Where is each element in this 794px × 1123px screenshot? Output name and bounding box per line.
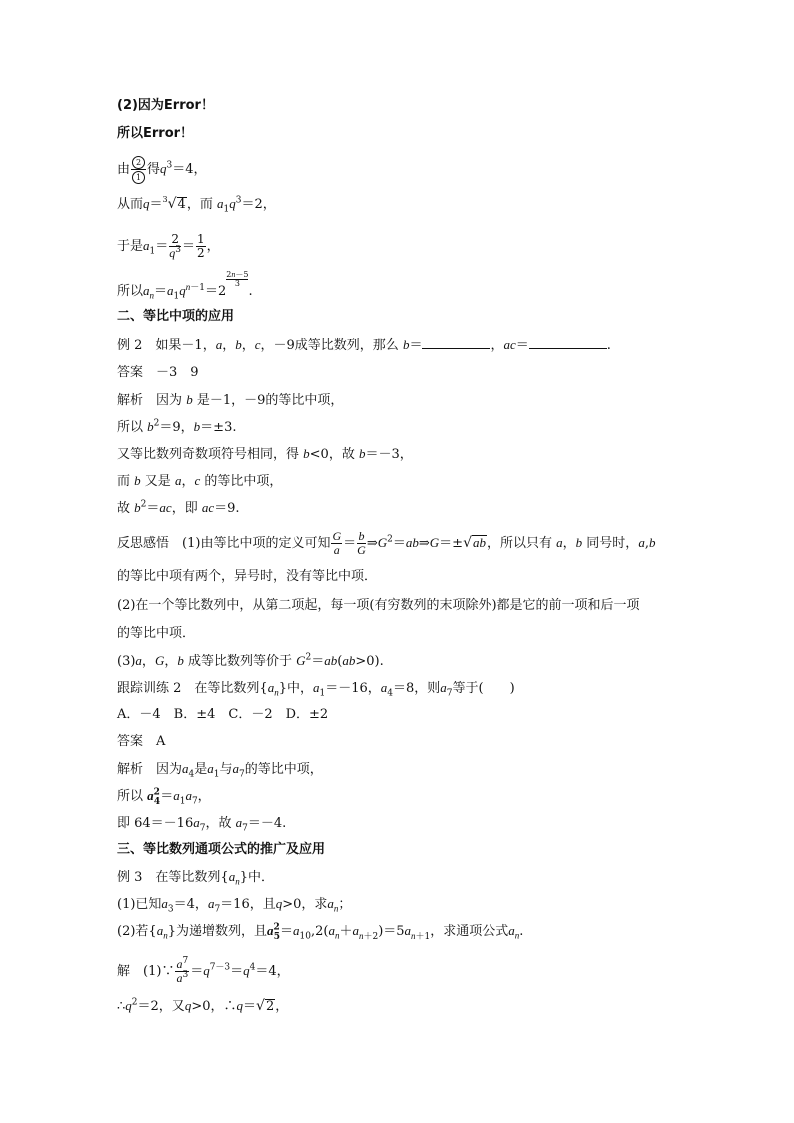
line-1: (2)因为Error！ <box>117 98 214 113</box>
line-6: 所以$a_n=a_1q^{n-1}=2$ $\frac{2n-5}{3}$ . <box>117 270 253 302</box>
reflection-line-2: (2)在一个等比数列中，从第二项起，每一项(有穷数列的末项除外)都是它的前一项和后一项 <box>117 598 640 613</box>
answer-tracking <box>117 733 165 751</box>
example-3-label: 例 3 <box>117 870 143 885</box>
solution-2-text: 因为 <box>156 393 183 408</box>
answer-tracking-label: 答案 <box>117 734 144 749</box>
solution-3-line-2-text-b: ，又 <box>158 999 185 1014</box>
solution-2-line-5: 故 $b^2=ac$，即 ac＝9. <box>117 499 240 516</box>
example-3-part-1-text-c: ，求 <box>301 897 328 912</box>
line-3: 由 $\frac{2}{1}$ 得$q^3=4$， <box>117 155 207 184</box>
tracking-label: 跟踪训练 2 <box>117 681 182 696</box>
line-4: 从而q＝$^3$√4，而 $a_1q^3=2$， <box>117 195 276 215</box>
reflection-line-1-cont: 的等比中项有两个，异号时，没有等比中项． <box>117 569 378 584</box>
reflection-text: (1)由等比中项的定义可知 <box>182 536 331 551</box>
fraction-b-over-g: $\frac{b}{G}$ <box>357 529 366 557</box>
example-2-text: 如果－1， <box>155 338 216 353</box>
example-3-text-b: }中． <box>239 870 274 885</box>
solution-2-text-b: 是－1，－9的等比中项， <box>196 393 344 408</box>
solution-t-line-3: 即 $64=-16a_7$，故 $a_7=-4$. <box>117 815 287 834</box>
reflection-line-2-cont: 的等比中项． <box>117 626 196 641</box>
line-3-text: 由 <box>117 162 131 177</box>
solution-t-line-2: 所以 $a^2_4=a_1a_7$， <box>117 787 211 807</box>
solution-3-text: (1)∵ <box>143 964 175 979</box>
solution-2-line-4-text-c: 的等比中项， <box>204 474 283 489</box>
solution-t-line-1: 解析 因为$a_4$是$a_1$与$a_7$的等比中项， <box>117 761 323 780</box>
solution-3-line-2-text: ∴ <box>117 999 126 1014</box>
reflection-line-3: (3)a，G，b 成等比数列等价于 $G^2=ab(ab>0)$. <box>117 652 384 669</box>
solution-t-text-c: 与 <box>219 762 233 777</box>
example-3: 例 3 在等比数列$\{a_n\}$中． <box>117 869 274 887</box>
solution-2-line-2-text: 所以 <box>117 420 144 435</box>
fraction-2-over-q3: $\frac{2}{q^3}$ <box>169 232 181 260</box>
solution-2-line-3-text: 又等比数列奇数项符号相同，得 <box>117 447 300 462</box>
solution-3-line-1: 解 (1)∵ $\frac{a^7}{a^3}$ $=q^{7-3}=q^4=4$， <box>117 956 290 985</box>
tracking-text-d: 等于( ) <box>452 681 515 696</box>
solution-t-line-3-text-b: ，故 <box>205 816 232 831</box>
line-4-text: 从而 <box>117 197 144 212</box>
example-3-part-1-text: (1)已知 <box>117 897 162 912</box>
solution-2-line-4-text: 而 <box>117 474 131 489</box>
solution-3-label: 解 <box>117 964 131 979</box>
answer-2 <box>117 364 199 382</box>
example-3-text: 在等比数列{ <box>155 870 229 885</box>
tracking-text: 在等比数列{ <box>194 681 268 696</box>
example-2-text-b: 成等比数列，那么 <box>294 338 399 353</box>
reflection-line-3-text: 成等比数列等价于 <box>187 654 292 669</box>
exponent-fraction: $\frac{2n-5}{3}$ <box>226 270 249 288</box>
solution-2-line-3-text-b: ，故 <box>328 447 355 462</box>
solution-t-line-2-text: 所以 <box>117 789 144 804</box>
answer-label: 答案 <box>117 365 144 380</box>
solution-label: 解析 <box>117 393 144 408</box>
solution-2-line-2: 所以 $b^2=9$，b＝±3. <box>117 418 237 435</box>
answer-tracking-value: A <box>156 734 166 749</box>
reflection-label: 反思感悟 <box>117 536 170 551</box>
example-3-part-1: (1)已知$a_3=4$，$a_7=16$，且q>0，求$a_n$； <box>117 896 352 915</box>
example-3-part-1-text-b: ，且 <box>249 897 276 912</box>
answer-2-value: －3 9 <box>156 365 199 380</box>
example-3-part-2: (2)若$\{a_n\}$为递增数列，且$a^2_5=a_{10},2(a_n+a_{n+2})=5a_{n+1}$，求通项公式$a_n$. <box>117 922 524 942</box>
example-2-label: 例 2 <box>117 338 143 353</box>
solution-2-line-4: 而 b 又是 a，c 的等比中项， <box>117 473 283 489</box>
solution-t-text-b: 是 <box>194 762 208 777</box>
circled-two: 2 <box>132 156 145 169</box>
section-heading-2: 二、等比中项的应用 <box>117 309 235 324</box>
answer-blank-b[interactable] <box>422 336 490 349</box>
tracking-exercise-2: 跟踪训练 2 在等比数列$\{a_n\}$中，$a_1=-16$，$a_4=8$，则$a_7$等于( ) <box>117 680 515 699</box>
fraction-eq-ratio <box>131 155 146 184</box>
solution-t-text: 因为 <box>156 762 183 777</box>
reflection-line-1: 反思感悟 (1)由等比中项的定义可知 $\frac{G}{a}$ ＝ $\frac{b}{G}$ $\Rightarrow G^2=ab\Rightarrow G=\pm√ab$，所以只有 a，b 同号时，a,b <box>117 529 656 557</box>
example-3-part-2-text-c: ，求通项公式 <box>430 924 509 939</box>
answer-blank-ac[interactable] <box>529 336 607 349</box>
line-2: 所以Error！ <box>117 126 194 141</box>
solution-2-line-5-text-b: ，即 <box>171 501 198 516</box>
line-3-text-b: 得 <box>147 162 161 177</box>
line-5-text: 于是 <box>117 239 144 254</box>
fraction-a7-over-a3: $\frac{a^7}{a^3}$ <box>176 956 189 985</box>
solution-3-line-2: $\therefore q^2=2$，又q>0，∴q＝√2， <box>117 997 289 1014</box>
fraction-1-over-2: $\frac{1}{2}$ <box>197 232 205 260</box>
solution-t-text-d: 的等比中项， <box>244 762 323 777</box>
solution-2-line-4-text-b: 又是 <box>144 474 171 489</box>
line-6-text: 所以 <box>117 284 144 299</box>
example-2: 例 2 如果－1，a，b，c，－9成等比数列，那么 b＝ ，ac＝ . <box>117 337 611 353</box>
reflection-text-b: ，所以只有 <box>486 536 552 551</box>
tracking-text-c: ，则 <box>414 681 441 696</box>
circled-one: 1 <box>132 171 145 184</box>
solution-t-label: 解析 <box>117 762 144 777</box>
choices: A．－4 B．±4 C．－2 D．±2 <box>117 707 329 722</box>
solution-2-line-3: 又等比数列奇数项符号相同，得 b<0，故 b＝－3， <box>117 446 413 462</box>
solution-3-line-2-text-c: ，∴ <box>210 999 237 1014</box>
solution-t-line-3-text: 即 64＝－16 <box>117 816 194 831</box>
root-index: 3 <box>162 195 168 204</box>
section-heading-3: 三、等比数列通项公式的推广及应用 <box>117 842 326 857</box>
line-5: 于是$a_1=$ $\frac{2}{q^3}$ ＝ $\frac{1}{2}$ ， <box>117 232 220 260</box>
example-3-part-2-text: (2)若{ <box>117 924 157 939</box>
reflection-text-c: 同号时， <box>586 536 639 551</box>
solution-2-line-1: 解析 因为 b 是－1，－9的等比中项， <box>117 392 344 408</box>
example-3-part-2-text-b: }为递增数列，且 <box>167 924 267 939</box>
fraction-g-over-a: $\frac{G}{a}$ <box>332 529 342 557</box>
solution-2-line-5-text: 故 <box>117 501 131 516</box>
tracking-text-b: }中， <box>278 681 313 696</box>
